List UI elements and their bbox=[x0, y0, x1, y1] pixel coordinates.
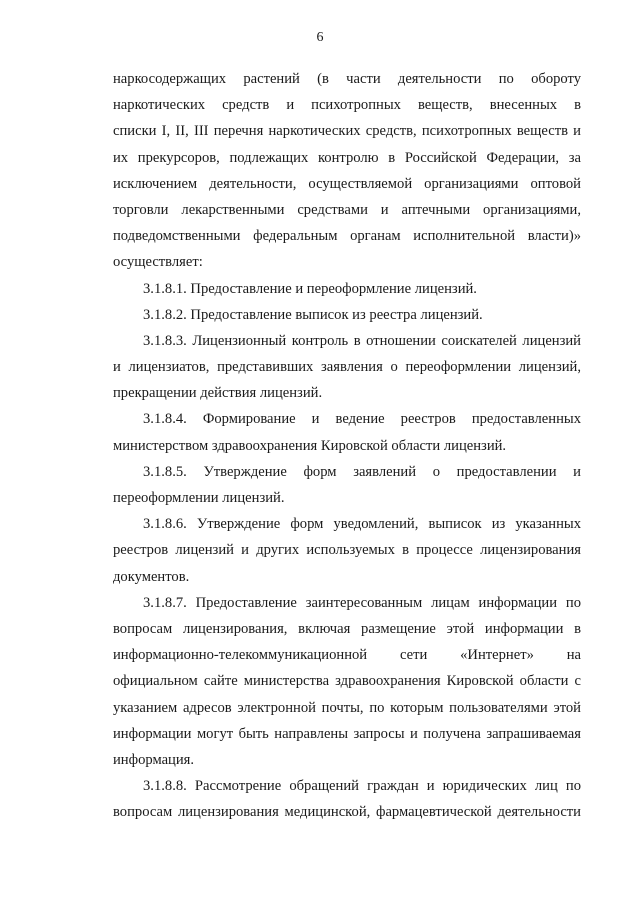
text-line: официальном сайте министерства здравоохранения Кировской области с bbox=[113, 673, 581, 690]
text-line: 3.1.8.2. Предоставление выписок из реестра лицензий. bbox=[143, 306, 483, 323]
text-line: информация. bbox=[113, 751, 195, 768]
text-line: вопросам лицензирования медицинской, фармацевтической деятельности bbox=[113, 804, 581, 821]
text-line: указанием адресов электронной почты, по которым пользователями этой bbox=[113, 699, 581, 716]
text-line: наркосодержащих растений (в части деятельности по обороту bbox=[113, 71, 581, 87]
text-line: осуществляет: bbox=[113, 254, 203, 271]
text-line: 3.1.8.7. Предоставление заинтересованным лицам информации по bbox=[143, 594, 581, 611]
page-number: 6 bbox=[316, 30, 324, 45]
text-line: 3.1.8.5. Утверждение форм заявлений о предоставлении и bbox=[143, 463, 581, 480]
document-body bbox=[113, 66, 581, 825]
text-line: информации могут быть направлены запросы и получена запрашиваемая bbox=[113, 725, 581, 742]
text-line: 3.1.8.3. Лицензионный контроль в отношении соискателей лицензий bbox=[143, 332, 581, 349]
text-line: 3.1.8.4. Формирование и ведение реестров предоставленных bbox=[143, 411, 581, 428]
text-line: исключением деятельности, осуществляемой организациями оптовой bbox=[113, 175, 581, 192]
text-line: документов. bbox=[113, 568, 190, 585]
text-line: и лицензиатов, представивших заявления о переоформлении лицензий, bbox=[113, 359, 581, 376]
text-line: министерством здравоохранения Кировской области лицензий. bbox=[113, 437, 507, 454]
text-line: прекращении действия лицензий. bbox=[113, 385, 323, 402]
text-line: реестров лицензий и других используемых в процессе лицензирования bbox=[113, 542, 581, 559]
text-line: наркотических средств и психотропных веществ, внесенных в bbox=[113, 97, 581, 114]
text-line: 3.1.8.6. Утверждение форм уведомлений, выписок из указанных bbox=[143, 516, 581, 533]
text-line: списки I, II, III перечня наркотических средств, психотропных веществ и bbox=[113, 123, 581, 140]
text-line: 3.1.8.1. Предоставление и переоформление лицензий. bbox=[143, 280, 477, 297]
text-line: информационно-телекоммуникационной сети «Интернет» на bbox=[113, 647, 581, 664]
text-line: подведомственными федеральным органам исполнительной власти)» bbox=[113, 228, 581, 245]
text-line: 3.1.8.8. Рассмотрение обращений граждан и юридических лиц по bbox=[143, 778, 581, 795]
text-line: переоформлении лицензий. bbox=[113, 490, 285, 506]
text-line: вопросам лицензирования, включая размещение этой информации в bbox=[113, 620, 581, 637]
text-line: торговли лекарственными средствами и аптечными организациями, bbox=[113, 201, 581, 218]
text-line: их прекурсоров, подлежащих контролю в Российской Федерации, за bbox=[113, 149, 581, 166]
